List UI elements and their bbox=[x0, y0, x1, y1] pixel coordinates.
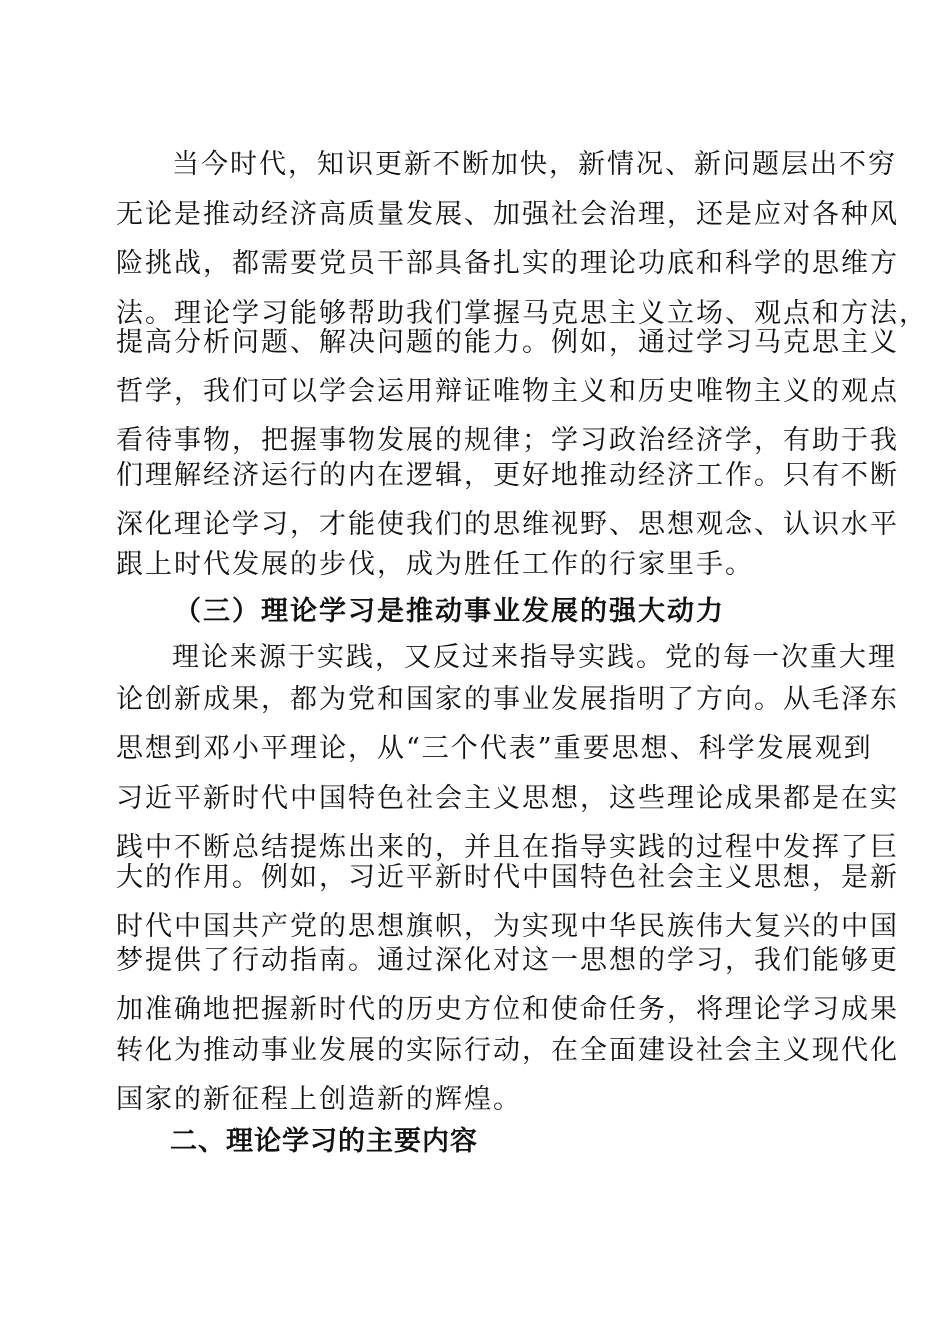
section-heading-two: 二、理论学习的主要内容 bbox=[170, 1126, 478, 1157]
paragraph-line: 当今时代，知识更新不断加快，新情况、新问题层出不穷 bbox=[172, 149, 897, 180]
paragraph-line: 梦提供了行动指南。通过深化对这一思想的学习，我们能够更 bbox=[116, 945, 899, 976]
paragraph-line: 险挑战，都需要党员干部具备扎实的理论功底和科学的思维方 bbox=[116, 248, 899, 279]
subheading-three: （三）理论学习是推动事业发展的强大动力 bbox=[174, 596, 725, 627]
paragraph-line: 看待事物，把握事物发展的规律；学习政治经济学，有助于我 bbox=[116, 425, 899, 456]
paragraph-line: 时代中国共产党的思想旗帜，为实现中华民族伟大复兴的中国 bbox=[116, 911, 899, 942]
paragraph-line: 习近平新时代中国特色社会主义思想，这些理论成果都是在实 bbox=[116, 783, 899, 814]
paragraph-line: 加准确地把握新时代的历史方位和使命任务，将理论学习成果 bbox=[116, 994, 899, 1025]
paragraph-line: 国家的新征程上创造新的辉煌。 bbox=[116, 1084, 522, 1115]
paragraph-line: 深化理论学习，才能使我们的思维视野、思想观念、认识水平 bbox=[116, 509, 899, 540]
paragraph-line: 哲学，我们可以学会运用辩证唯物主义和历史唯物主义的观点 bbox=[116, 376, 899, 407]
paragraph-line: 大的作用。例如，习近平新时代中国特色社会主义思想，是新 bbox=[116, 862, 899, 893]
paragraph-line: 理论来源于实践，又反过来指导实践。党的每一次重大理 bbox=[172, 642, 897, 673]
paragraph-line: 践中不断总结提炼出来的，并且在指导实践的过程中发挥了巨 bbox=[116, 832, 899, 863]
paragraph-line: 转化为推动事业发展的实际行动，在全面建设社会主义现代化 bbox=[116, 1035, 899, 1066]
paragraph-line: 们理解经济运行的内在逻辑，更好地推动经济工作。只有不断 bbox=[116, 460, 899, 491]
paragraph-line: 思想到邓小平理论，从“三个代表”重要思想、科学发展观到 bbox=[116, 733, 873, 764]
paragraph-line: 法。理论学习能够帮助我们掌握马克思主义立场、观点和方法， bbox=[116, 298, 928, 329]
paragraph-line: 无论是推动经济高质量发展、加强社会治理，还是应对各种风 bbox=[116, 199, 899, 230]
paragraph-line: 论创新成果，都为党和国家的事业发展指明了方向。从毛泽东 bbox=[116, 684, 899, 715]
paragraph-line: 提高分析问题、解决问题的能力。例如，通过学习马克思主义 bbox=[116, 327, 899, 358]
paragraph-line: 跟上时代发展的步伐，成为胜任工作的行家里手。 bbox=[116, 549, 754, 580]
